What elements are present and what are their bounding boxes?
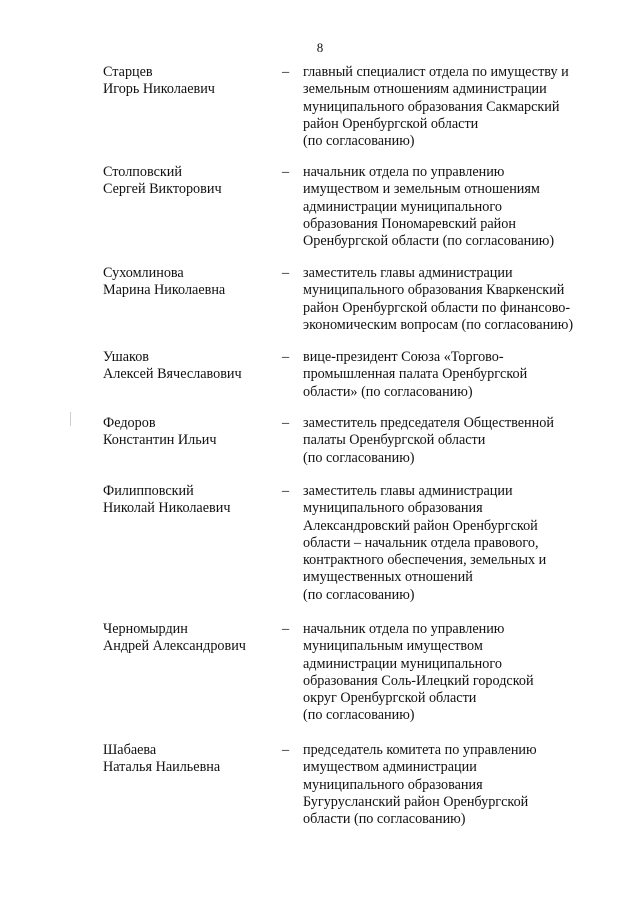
role-line: Бугурусланский район Оренбургской [303,793,529,810]
member-given-name: Игорь Николаевич [103,81,215,98]
member-role [303,621,603,725]
role-line: контрактного обеспечения, земельных и [303,552,547,569]
role-line: муниципального образования Сакмарский [303,98,560,115]
member-surname: Черномырдин [103,621,188,637]
role-line: Александровский район Оренбургской [303,517,538,534]
separator-dash: – [282,742,290,758]
member-surname: Старцев [103,64,153,80]
role-line: заместитель главы администрации [303,483,513,499]
member-given-name: Николай Николаевич [103,500,231,517]
member-role [303,483,603,604]
role-line: области» (по согласованию) [303,383,473,400]
role-line: Оренбургской области (по согласованию) [303,233,555,250]
role-line: председатель комитета по управлению [303,742,537,758]
member-role [303,415,603,467]
role-line: заместитель главы администрации [303,265,513,281]
role-line: (по согласованию) [303,586,415,603]
role-line: округ Оренбургской области [303,690,477,707]
member-role [303,64,603,150]
member-surname: Сухомлинова [103,265,184,281]
scan-artifact [70,412,71,426]
role-line: (по согласованию) [303,707,415,724]
member-role [303,265,603,334]
member-given-name: Марина Николаевна [103,282,226,299]
role-line: экономическим вопросам (по согласованию) [303,316,574,333]
member-name [103,164,278,199]
role-line: области (по согласованию) [303,811,466,828]
separator-dash: – [282,164,290,180]
member-name [103,415,278,450]
member-name [103,742,278,777]
member-name [103,64,278,99]
role-line: (по согласованию) [303,133,415,150]
role-line: муниципального образования [303,500,483,517]
role-line: образования Пономаревский район [303,215,516,232]
role-line: вице-президент Союза «Торгово- [303,349,504,365]
role-line: администрации муниципального [303,198,502,215]
role-line: заместитель председателя Общественной [303,415,554,431]
member-given-name: Андрей Александрович [103,638,246,655]
role-line: имуществом и земельным отношениям [303,181,540,198]
member-role [303,742,603,828]
member-role [303,349,603,401]
role-line: области – начальник отдела правового, [303,534,539,551]
member-name [103,265,278,300]
role-line: земельным отношениям администрации [303,81,547,98]
member-given-name: Наталья Наильевна [103,759,221,776]
member-surname: Филипповский [103,483,194,499]
member-surname: Ушаков [103,349,149,365]
separator-dash: – [282,483,290,499]
separator-dash: – [282,64,290,80]
separator-dash: – [282,415,290,431]
role-line: начальник отдела по управлению [303,621,505,637]
role-line: палаты Оренбургской области [303,432,486,449]
role-line: муниципальным имуществом [303,638,483,655]
member-surname: Федоров [103,415,156,431]
role-line: муниципального образования Кваркенский [303,282,565,299]
role-line: муниципального образования [303,776,483,793]
member-surname: Столповский [103,164,182,180]
role-line: имуществом администрации [303,759,477,776]
role-line: образования Соль-Илецкий городской [303,672,534,689]
member-role [303,164,603,250]
role-line: промышленная палата Оренбургской [303,366,528,383]
separator-dash: – [282,265,290,281]
role-line: имущественных отношений [303,569,473,586]
role-line: (по согласованию) [303,449,415,466]
member-name [103,483,278,518]
role-line: район Оренбургской области [303,115,479,132]
separator-dash: – [282,621,290,637]
member-name [103,621,278,656]
member-name [103,349,278,384]
role-line: главный специалист отдела по имуществу и [303,64,569,80]
role-line: администрации муниципального [303,655,502,672]
role-line: начальник отдела по управлению [303,164,505,180]
member-given-name: Алексей Вячеславович [103,366,242,383]
page-number: 8 [316,40,324,55]
member-given-name: Константин Ильич [103,432,217,449]
member-given-name: Сергей Викторович [103,181,222,198]
member-surname: Шабаева [103,742,157,758]
role-line: район Оренбургской области по финансово- [303,299,571,316]
separator-dash: – [282,349,290,365]
